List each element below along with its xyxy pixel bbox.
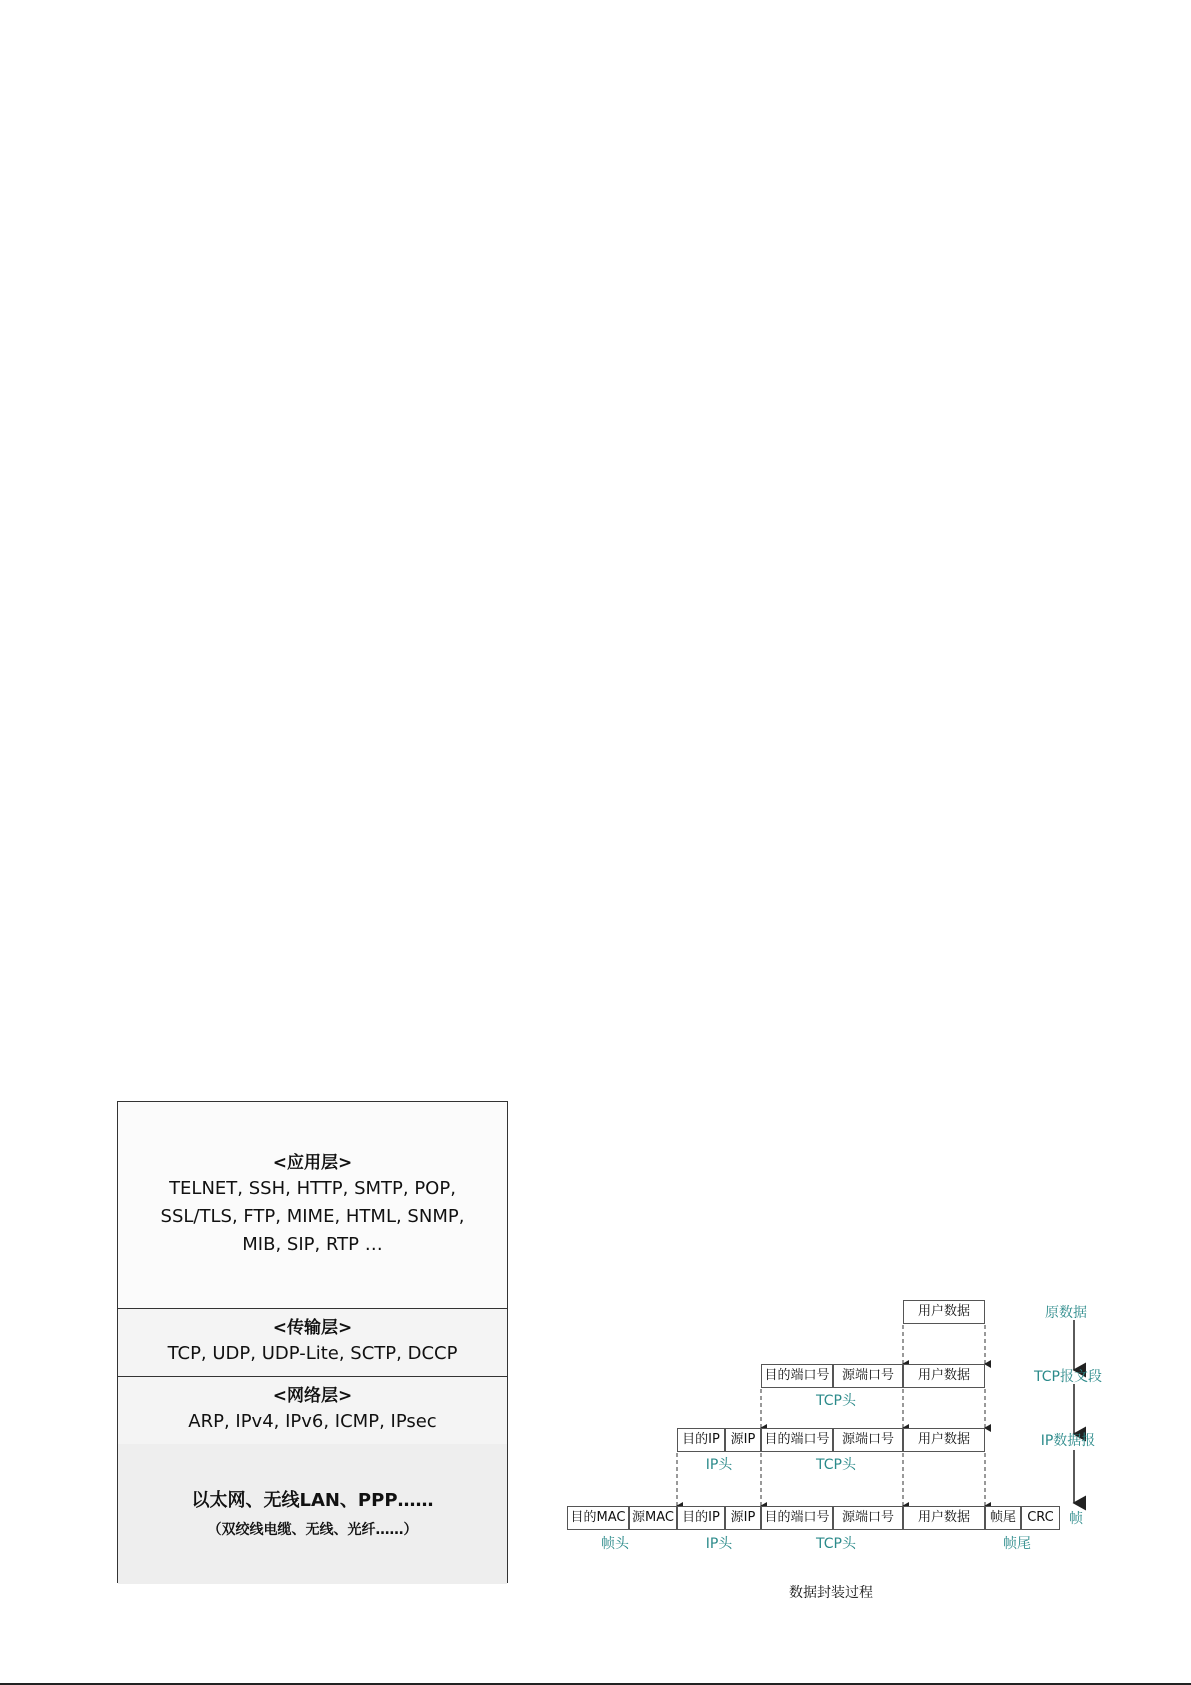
cell-src-port-row3: 源端口号 [833,1428,903,1452]
cell-crc-row4: CRC [1021,1506,1060,1530]
network-layer-title: <网络层> [272,1386,353,1406]
transport-layer-protocols: TCP, UDP, UDP-Lite, SCTP, DCCP [167,1343,458,1364]
application-layer [118,1102,507,1309]
cell-src-port-row2: 源端口号 [833,1364,903,1388]
label-ip-datagram: IP数据报 [1040,1433,1096,1449]
transport-layer [118,1308,507,1377]
cell-dst-ip-row3: 目的IP [677,1428,725,1452]
label-tcp-segment: TCP报文段 [1034,1369,1102,1385]
cell-frame-tail-row4: 帧尾 [985,1506,1021,1530]
cell-src-mac-row4: 源MAC [629,1506,677,1530]
link-layer [118,1444,507,1584]
network-layer [118,1376,507,1445]
cell-dst-ip-row4: 目的IP [677,1506,725,1530]
label-frame: 帧 [1069,1511,1083,1527]
label-tcp-head-row4: TCP头 [816,1536,856,1552]
tcpip-layer-stack [117,1101,508,1583]
cell-dst-port-row2: 目的端口号 [761,1364,833,1388]
label-raw-data: 原数据 [1045,1305,1087,1321]
link-layer-title: 以太网、无线LAN、PPP…… [191,1490,434,1511]
diagram-caption: 数据封装过程 [789,1585,873,1601]
label-frame-tail-row4: 帧尾 [1003,1536,1031,1552]
cell-user-data-row2: 用户数据 [903,1364,985,1388]
cell-dst-port-row4: 目的端口号 [761,1506,833,1530]
transport-layer-title: <传输层> [272,1318,353,1338]
cell-src-ip-row4: 源IP [725,1506,761,1530]
cell-user-data-row4: 用户数据 [903,1506,985,1530]
cell-src-port-row4: 源端口号 [833,1506,903,1530]
label-tcp-head-row3: TCP头 [816,1457,856,1473]
cell-user-data-row3: 用户数据 [903,1428,985,1452]
cell-dst-port-row3: 目的端口号 [761,1428,833,1452]
cell-dst-mac-row4: 目的MAC [567,1506,629,1530]
network-layer-protocols: ARP, IPv4, IPv6, ICMP, IPsec [188,1411,437,1432]
cell-src-ip-row3: 源IP [725,1428,761,1452]
application-layer-protocols: TELNET, SSH, HTTP, SMTP, POP, SSL/TLS, FTP, MIME, HTML, SNMP, MIB, SIP, RTP … [160,1178,465,1255]
label-frame-head-row4: 帧头 [601,1536,629,1552]
label-ip-head-row3: IP头 [705,1457,733,1473]
label-tcp-head-row2: TCP头 [816,1393,856,1409]
label-ip-head-row4: IP头 [705,1536,733,1552]
link-layer-subtitle: （双绞线电缆、无线、光纤……） [207,1522,418,1538]
application-layer-title: <应用层> [272,1153,353,1173]
cell-user-data-row1: 用户数据 [903,1300,985,1324]
